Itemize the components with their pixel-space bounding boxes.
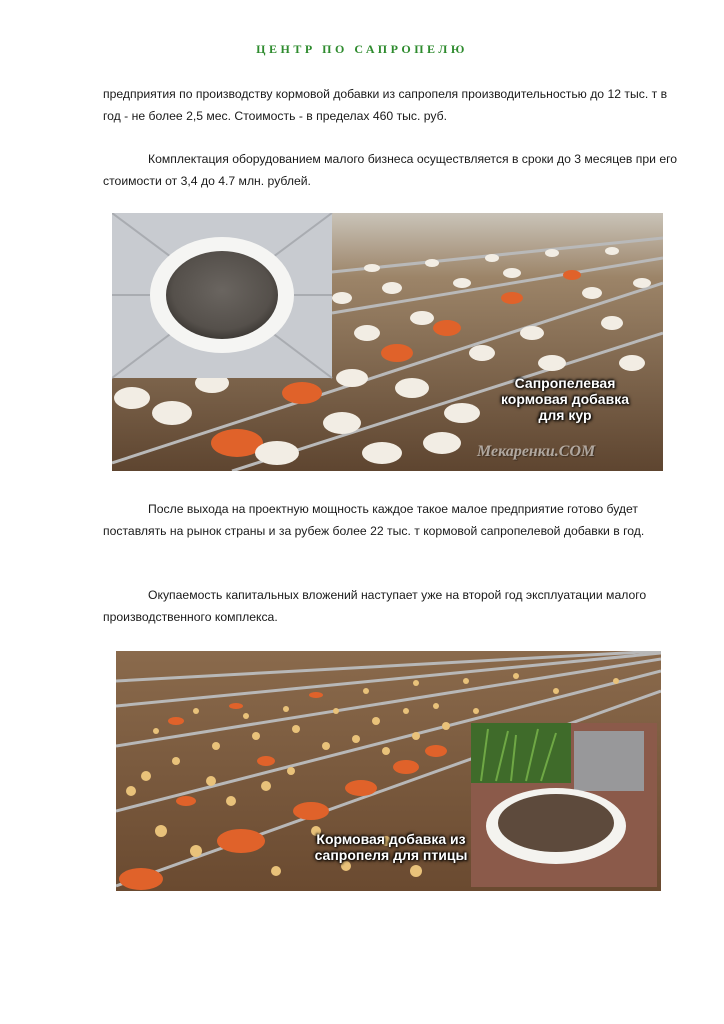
- chickens-barn-image: [112, 213, 663, 471]
- photo1-caption: Сапропелевая кормовая добавка для кур: [500, 375, 629, 423]
- photo1-watermark: Мекаренки.COM: [477, 443, 596, 460]
- sapropel-feed: [498, 794, 614, 852]
- sapropel-feed: [166, 251, 278, 339]
- paragraph-3: После выхода на проектную мощность каждое такое малое предприятие готово будет поставлять на рынок страны и за рубеж более 22 тыс. т кормовой сапропелевой добавки в год.: [103, 502, 645, 538]
- paragraph-4: Окупаемость капитальных вложений наступает уже на второй год эксплуатации малого производственного комплекса.: [103, 588, 647, 624]
- paragraph-1: предприятия по производству кормовой добавки из сапропеля производительностью до 12 тыс. т в год - не более 2,5 мес. Стоимость - в пределах 460 тыс. руб.: [103, 87, 668, 123]
- photo-chickens-sapropel: [112, 213, 663, 471]
- photo2-caption: Кормовая добавка из сапропеля для птицы: [314, 831, 468, 863]
- paragraph-2: Комплектация оборудованием малого бизнеса осуществляется в сроки до 3 месяцев при его стоимости от 3,4 до 4.7 млн. рублей.: [103, 152, 678, 188]
- photo-chicks-sapropel: [116, 651, 661, 891]
- page-header: ЦЕНТР ПО САПРОПЕЛЮ: [256, 42, 468, 56]
